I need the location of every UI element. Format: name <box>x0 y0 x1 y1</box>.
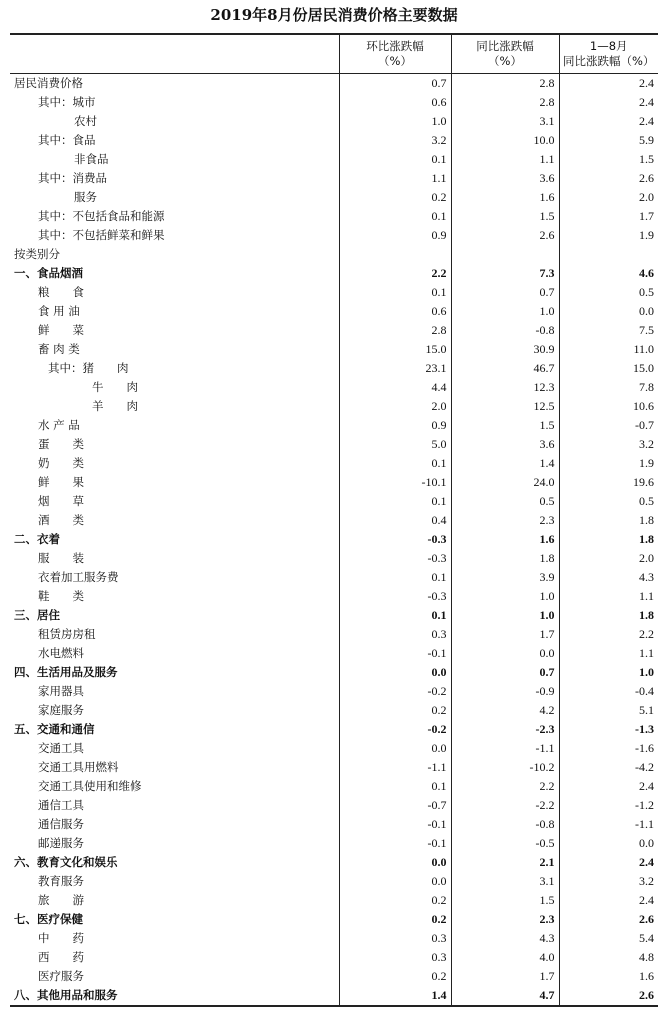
row-yoy-value: 3.6 <box>451 169 559 188</box>
row-mom-value: 2.2 <box>339 264 451 283</box>
table-row <box>10 587 658 606</box>
row-yoy-value: -10.2 <box>451 758 559 777</box>
table-row <box>10 606 658 625</box>
row-yoy-value: 46.7 <box>451 359 559 378</box>
table-row <box>10 739 658 758</box>
row-ytd-value: 2.4 <box>559 93 658 112</box>
row-label: 其中：不包括鲜菜和鲜果 <box>38 227 165 242</box>
row-mom-value: 0.0 <box>339 872 451 891</box>
row-label: 六、教育文化和娱乐 <box>14 854 118 869</box>
row-ytd-value: 4.8 <box>559 948 658 967</box>
row-ytd-value: 2.6 <box>559 169 658 188</box>
table-row <box>10 264 658 283</box>
table-row <box>10 549 658 568</box>
row-label: 中 药 <box>38 930 84 945</box>
row-yoy-value: 3.9 <box>451 568 559 587</box>
table-body <box>10 73 658 1006</box>
row-ytd-value: 4.3 <box>559 568 658 587</box>
table-row <box>10 302 658 321</box>
header-ytd-line2: 同比涨跌幅（%） <box>563 53 655 68</box>
row-yoy-value: 1.1 <box>451 150 559 169</box>
row-yoy-value: 0.7 <box>451 663 559 682</box>
row-ytd-value: 1.8 <box>559 606 658 625</box>
row-yoy-value: 3.6 <box>451 435 559 454</box>
row-yoy-value: 1.0 <box>451 587 559 606</box>
table-row <box>10 929 658 948</box>
row-ytd-value: 1.1 <box>559 587 658 606</box>
row-ytd-value: 2.4 <box>559 777 658 796</box>
row-ytd-value: 3.2 <box>559 435 658 454</box>
row-mom-value: 0.4 <box>339 511 451 530</box>
row-yoy-value <box>451 245 559 264</box>
row-label: 租赁房房租 <box>38 626 96 641</box>
row-ytd-value: 7.5 <box>559 321 658 340</box>
table-row <box>10 112 658 131</box>
row-mom-value: 0.7 <box>339 73 451 93</box>
row-label: 西 药 <box>38 949 84 964</box>
row-ytd-value: 1.0 <box>559 663 658 682</box>
row-label: 水电燃料 <box>38 645 84 660</box>
row-ytd-value: -0.7 <box>559 416 658 435</box>
row-mom-value <box>339 245 451 264</box>
row-ytd-value: 0.5 <box>559 283 658 302</box>
table-row <box>10 948 658 967</box>
row-mom-value: -1.1 <box>339 758 451 777</box>
row-ytd-value: 1.9 <box>559 454 658 473</box>
table-row <box>10 473 658 492</box>
header-mom <box>339 34 451 73</box>
row-label: 二、衣着 <box>14 531 60 546</box>
row-mom-value: 0.3 <box>339 948 451 967</box>
table-row <box>10 872 658 891</box>
row-mom-value: -0.1 <box>339 834 451 853</box>
table-row <box>10 568 658 587</box>
row-label: 羊 肉 <box>92 398 138 413</box>
row-label: 鞋 类 <box>38 588 84 603</box>
row-mom-value: 0.3 <box>339 929 451 948</box>
table-row <box>10 986 658 1006</box>
row-yoy-value: 1.6 <box>451 188 559 207</box>
table-row <box>10 834 658 853</box>
row-ytd-value: 2.0 <box>559 188 658 207</box>
row-mom-value: 0.1 <box>339 150 451 169</box>
row-label: 水 产 品 <box>38 417 80 432</box>
row-yoy-value: -1.1 <box>451 739 559 758</box>
row-mom-value: 0.2 <box>339 910 451 929</box>
table-row <box>10 777 658 796</box>
table-row <box>10 701 658 720</box>
row-label: 交通工具 <box>38 740 84 755</box>
row-mom-value: 1.1 <box>339 169 451 188</box>
row-yoy-value: 4.0 <box>451 948 559 967</box>
row-yoy-value: -0.8 <box>451 321 559 340</box>
row-ytd-value: 3.2 <box>559 872 658 891</box>
row-mom-value: 1.0 <box>339 112 451 131</box>
row-yoy-value: 2.1 <box>451 853 559 872</box>
table-row <box>10 454 658 473</box>
table-row <box>10 910 658 929</box>
table-row <box>10 397 658 416</box>
row-label: 交通工具使用和维修 <box>38 778 142 793</box>
row-yoy-value: 3.1 <box>451 112 559 131</box>
row-ytd-value: -1.3 <box>559 720 658 739</box>
row-yoy-value: 1.0 <box>451 302 559 321</box>
row-yoy-value: 30.9 <box>451 340 559 359</box>
table-row <box>10 644 658 663</box>
row-ytd-value: 0.0 <box>559 834 658 853</box>
row-mom-value: 0.1 <box>339 606 451 625</box>
row-mom-value: 2.8 <box>339 321 451 340</box>
row-mom-value: -0.2 <box>339 682 451 701</box>
row-mom-value: -0.3 <box>339 549 451 568</box>
row-yoy-value: 7.3 <box>451 264 559 283</box>
row-mom-value: 23.1 <box>339 359 451 378</box>
row-label: 其中：城市 <box>38 94 96 109</box>
row-ytd-value: 2.6 <box>559 986 658 1006</box>
row-label: 服务 <box>74 189 97 204</box>
row-mom-value: 0.0 <box>339 739 451 758</box>
row-ytd-value: 1.8 <box>559 511 658 530</box>
row-ytd-value: 15.0 <box>559 359 658 378</box>
row-ytd-value <box>559 245 658 264</box>
row-yoy-value: 10.0 <box>451 131 559 150</box>
row-mom-value: -0.2 <box>339 720 451 739</box>
table-row <box>10 416 658 435</box>
table-row <box>10 492 658 511</box>
header-ytd <box>559 34 658 73</box>
row-label: 粮 食 <box>38 284 84 299</box>
row-label: 酒 类 <box>38 512 84 527</box>
row-label: 鲜 菜 <box>38 322 84 337</box>
header-blank <box>10 34 339 73</box>
table-row <box>10 359 658 378</box>
table-header <box>10 34 658 73</box>
row-ytd-value: -0.4 <box>559 682 658 701</box>
table-row <box>10 150 658 169</box>
row-ytd-value: 2.4 <box>559 112 658 131</box>
table-row <box>10 169 658 188</box>
row-label: 农村 <box>74 113 97 128</box>
row-ytd-value: 2.6 <box>559 910 658 929</box>
row-yoy-value: 4.3 <box>451 929 559 948</box>
row-label: 一、食品烟酒 <box>14 265 83 280</box>
header-yoy-line1: 同比涨跌幅 <box>476 38 534 53</box>
header-yoy <box>451 34 559 73</box>
row-mom-value: 0.2 <box>339 188 451 207</box>
row-ytd-value: 1.8 <box>559 530 658 549</box>
table-row <box>10 758 658 777</box>
row-label: 家用器具 <box>38 683 84 698</box>
table-row <box>10 207 658 226</box>
row-ytd-value: 4.6 <box>559 264 658 283</box>
row-ytd-value: 1.6 <box>559 967 658 986</box>
row-ytd-value: 5.9 <box>559 131 658 150</box>
row-label: 居民消费价格 <box>14 75 83 90</box>
table-row <box>10 283 658 302</box>
row-mom-value: 0.1 <box>339 568 451 587</box>
row-label: 服 装 <box>38 550 84 565</box>
table-row <box>10 340 658 359</box>
row-label: 五、交通和通信 <box>14 721 95 736</box>
row-mom-value: 0.2 <box>339 891 451 910</box>
row-ytd-value: -1.6 <box>559 739 658 758</box>
table-row <box>10 378 658 397</box>
table-row <box>10 815 658 834</box>
row-yoy-value: 1.8 <box>451 549 559 568</box>
row-mom-value: 0.0 <box>339 663 451 682</box>
table-row <box>10 530 658 549</box>
row-mom-value: 15.0 <box>339 340 451 359</box>
row-yoy-value: -0.5 <box>451 834 559 853</box>
row-yoy-value: 1.7 <box>451 625 559 644</box>
row-yoy-value: 4.7 <box>451 986 559 1006</box>
row-mom-value: 0.1 <box>339 492 451 511</box>
row-yoy-value: 2.3 <box>451 910 559 929</box>
row-label: 其中：猪 肉 <box>48 360 129 375</box>
row-mom-value: -0.3 <box>339 530 451 549</box>
row-ytd-value: 10.6 <box>559 397 658 416</box>
row-mom-value: 0.3 <box>339 625 451 644</box>
row-mom-value: 0.2 <box>339 967 451 986</box>
table-row <box>10 188 658 207</box>
row-yoy-value: 2.3 <box>451 511 559 530</box>
row-label: 七、医疗保健 <box>14 911 83 926</box>
row-label: 衣着加工服务费 <box>38 569 119 584</box>
row-ytd-value: 2.4 <box>559 891 658 910</box>
row-mom-value: -0.1 <box>339 644 451 663</box>
table-row <box>10 682 658 701</box>
row-ytd-value: -1.1 <box>559 815 658 834</box>
row-yoy-value: 1.5 <box>451 416 559 435</box>
row-label: 通信服务 <box>38 816 84 831</box>
row-label: 三、居住 <box>14 607 60 622</box>
row-mom-value: 3.2 <box>339 131 451 150</box>
row-mom-value: 1.4 <box>339 986 451 1006</box>
row-ytd-value: 7.8 <box>559 378 658 397</box>
table-row <box>10 511 658 530</box>
row-mom-value: 5.0 <box>339 435 451 454</box>
row-label: 奶 类 <box>38 455 84 470</box>
row-mom-value: -0.1 <box>339 815 451 834</box>
row-yoy-value: -2.2 <box>451 796 559 815</box>
row-yoy-value: 24.0 <box>451 473 559 492</box>
table-row <box>10 435 658 454</box>
row-ytd-value: 0.5 <box>559 492 658 511</box>
row-mom-value: -0.3 <box>339 587 451 606</box>
row-ytd-value: 1.5 <box>559 150 658 169</box>
row-yoy-value: 0.7 <box>451 283 559 302</box>
row-mom-value: 0.1 <box>339 777 451 796</box>
table-row <box>10 93 658 112</box>
row-ytd-value: 5.1 <box>559 701 658 720</box>
row-yoy-value: 2.2 <box>451 777 559 796</box>
row-label: 通信工具 <box>38 797 84 812</box>
row-yoy-value: 2.6 <box>451 226 559 245</box>
row-label: 牛 肉 <box>92 379 138 394</box>
row-label: 按类别分 <box>14 246 60 261</box>
row-yoy-value: -0.9 <box>451 682 559 701</box>
row-ytd-value: 0.0 <box>559 302 658 321</box>
row-yoy-value: 1.5 <box>451 207 559 226</box>
cpi-data-table <box>10 33 658 1007</box>
row-mom-value: 2.0 <box>339 397 451 416</box>
row-mom-value: 0.1 <box>339 207 451 226</box>
row-mom-value: -0.7 <box>339 796 451 815</box>
table-row <box>10 226 658 245</box>
table-row <box>10 967 658 986</box>
row-label: 交通工具用燃料 <box>38 759 119 774</box>
row-ytd-value: 2.4 <box>559 73 658 93</box>
row-label: 非食品 <box>74 151 109 166</box>
row-label: 畜 肉 类 <box>38 341 80 356</box>
row-ytd-value: 5.4 <box>559 929 658 948</box>
row-yoy-value: 12.3 <box>451 378 559 397</box>
row-yoy-value: 2.8 <box>451 93 559 112</box>
row-ytd-value: 2.0 <box>559 549 658 568</box>
row-label: 蛋 类 <box>38 436 84 451</box>
row-ytd-value: 1.9 <box>559 226 658 245</box>
row-ytd-value: 1.1 <box>559 644 658 663</box>
row-label: 烟 草 <box>38 493 84 508</box>
table-title: 2019年8月份居民消费价格主要数据 <box>210 6 458 24</box>
row-yoy-value: 1.6 <box>451 530 559 549</box>
row-label: 邮递服务 <box>38 835 84 850</box>
row-ytd-value: -4.2 <box>559 758 658 777</box>
row-ytd-value: -1.2 <box>559 796 658 815</box>
row-mom-value: 0.6 <box>339 93 451 112</box>
row-yoy-value: 3.1 <box>451 872 559 891</box>
row-label: 教育服务 <box>38 873 84 888</box>
row-label: 八、其他用品和服务 <box>14 987 118 1002</box>
row-ytd-value: 11.0 <box>559 340 658 359</box>
row-mom-value: 0.1 <box>339 454 451 473</box>
row-mom-value: 0.9 <box>339 226 451 245</box>
table-row <box>10 131 658 150</box>
row-yoy-value: 12.5 <box>451 397 559 416</box>
row-label: 其中：消费品 <box>38 170 107 185</box>
header-mom-line2: （%） <box>378 53 412 68</box>
table-row <box>10 321 658 340</box>
row-label: 鲜 果 <box>38 474 84 489</box>
row-yoy-value: 1.4 <box>451 454 559 473</box>
row-ytd-value: 2.2 <box>559 625 658 644</box>
row-mom-value: -10.1 <box>339 473 451 492</box>
row-yoy-value: 1.5 <box>451 891 559 910</box>
row-mom-value: 0.9 <box>339 416 451 435</box>
header-mom-line1: 环比涨跌幅 <box>366 38 424 53</box>
row-mom-value: 0.1 <box>339 283 451 302</box>
row-ytd-value: 1.7 <box>559 207 658 226</box>
row-yoy-value: 4.2 <box>451 701 559 720</box>
row-label: 四、生活用品及服务 <box>14 664 118 679</box>
row-mom-value: 0.0 <box>339 853 451 872</box>
row-ytd-value: 19.6 <box>559 473 658 492</box>
table-row <box>10 663 658 682</box>
row-ytd-value: 2.4 <box>559 853 658 872</box>
row-label: 其中：不包括食品和能源 <box>38 208 165 223</box>
row-label: 家庭服务 <box>38 702 84 717</box>
header-ytd-line1: 1—8月 <box>589 38 628 53</box>
row-mom-value: 0.2 <box>339 701 451 720</box>
header-yoy-line2: （%） <box>488 53 522 68</box>
row-yoy-value: 1.7 <box>451 967 559 986</box>
row-mom-value: 0.6 <box>339 302 451 321</box>
row-label: 旅 游 <box>38 892 84 907</box>
row-yoy-value: 0.0 <box>451 644 559 663</box>
row-yoy-value: 1.0 <box>451 606 559 625</box>
table-row <box>10 853 658 872</box>
row-mom-value: 4.4 <box>339 378 451 397</box>
row-label: 其中：食品 <box>38 132 96 147</box>
row-yoy-value: -0.8 <box>451 815 559 834</box>
row-yoy-value: -2.3 <box>451 720 559 739</box>
row-label: 医疗服务 <box>38 968 84 983</box>
table-row <box>10 245 658 264</box>
table-row <box>10 625 658 644</box>
table-row <box>10 796 658 815</box>
table-row <box>10 73 658 93</box>
table-row <box>10 720 658 739</box>
table-row <box>10 891 658 910</box>
row-yoy-value: 0.5 <box>451 492 559 511</box>
row-yoy-value: 2.8 <box>451 73 559 93</box>
row-label: 食 用 油 <box>38 303 80 318</box>
